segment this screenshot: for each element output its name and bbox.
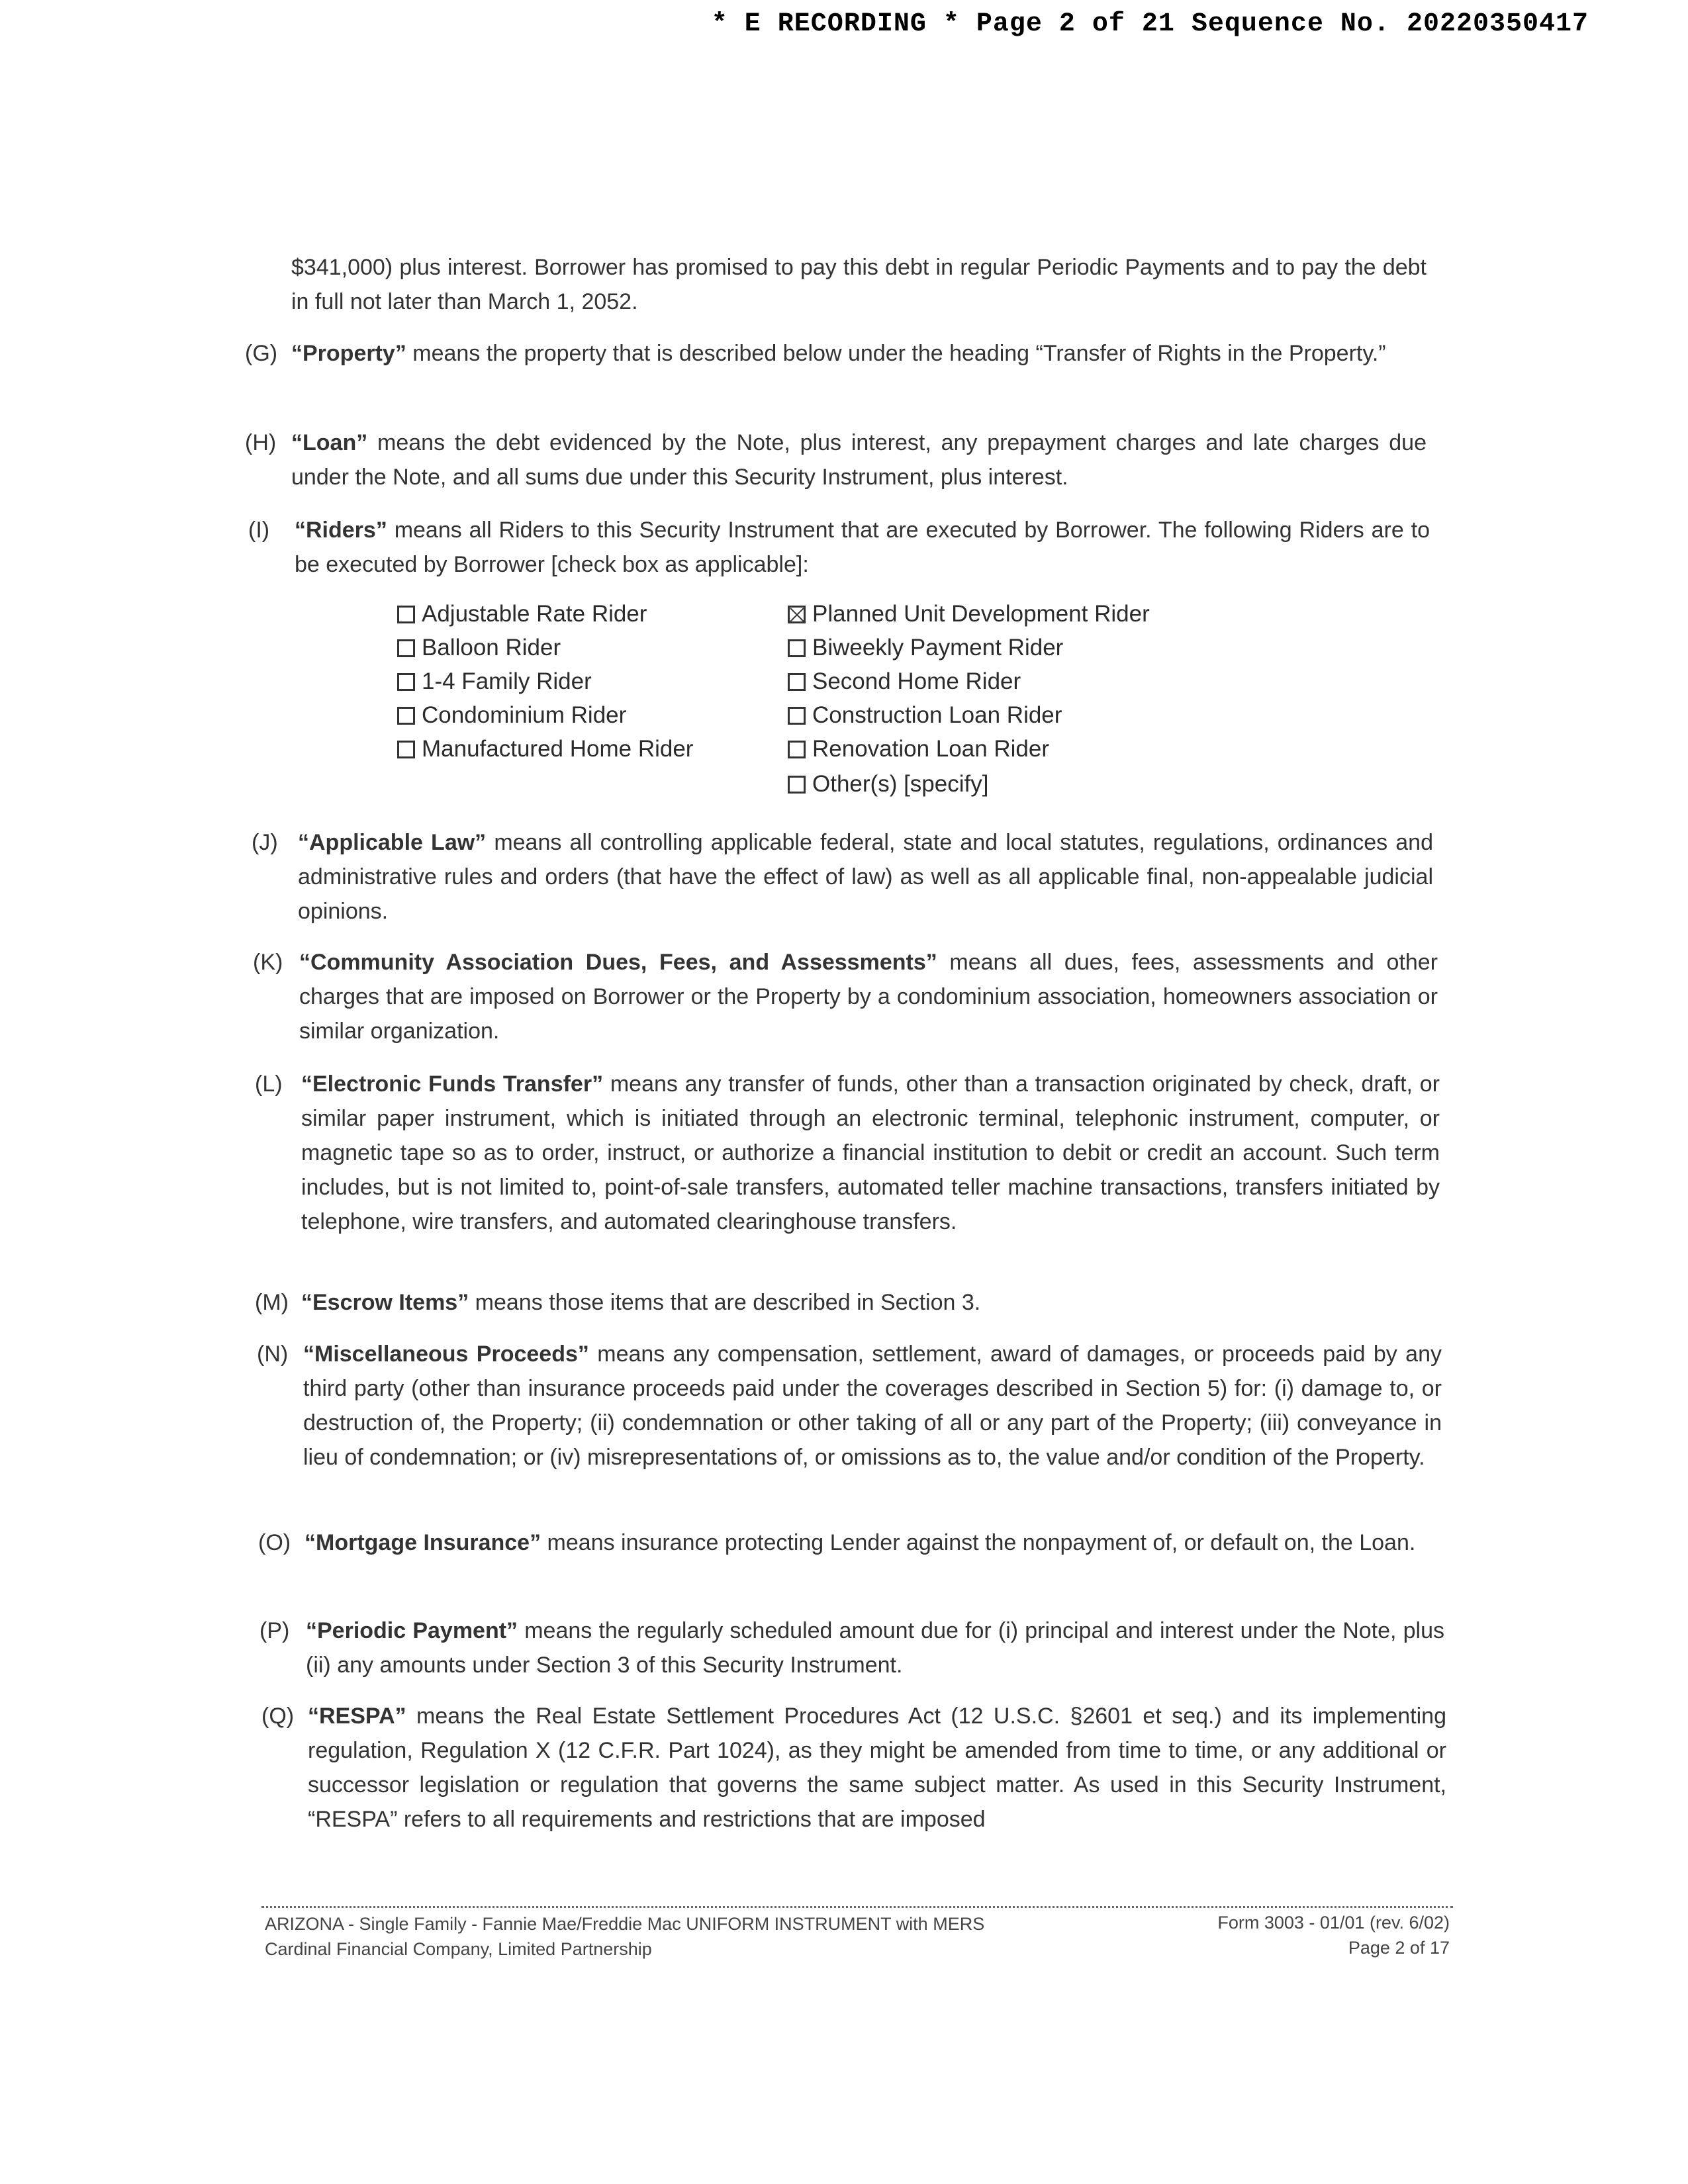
riders-checklist	[397, 597, 1271, 815]
rider-label: Biweekly Payment Rider	[812, 635, 1064, 660]
definition-h	[245, 426, 1427, 494]
definition-text: means the regularly scheduled amount due for (i) principal and interest under the Note, plus (ii) any amounts under Section 3 of this Security Instrument.	[306, 1618, 1444, 1678]
checkbox[interactable]	[788, 707, 806, 725]
checkbox[interactable]	[397, 673, 415, 691]
definition-label: (Q)	[261, 1704, 295, 1729]
checkbox[interactable]	[788, 639, 806, 657]
definition-term: “Property”	[291, 341, 406, 366]
definition-term: “Community Association Dues, Fees, and Assessments”	[299, 950, 937, 975]
rider-renovation-loan	[788, 732, 1049, 766]
definition-n	[257, 1337, 1442, 1475]
footer-form-number: Form 3003 - 01/01 (rev. 6/02)	[1217, 1913, 1450, 1933]
definition-j	[252, 825, 1433, 929]
definition-term: “Electronic Funds Transfer”	[301, 1071, 604, 1097]
rider-label: Planned Unit Development Rider	[812, 601, 1150, 627]
definition-text: means all controlling applicable federal, state and local statutes, regulations, ordinances and administrative rules and orders (that have the effect of law) as well as all applicable final, non-appealable judicial opinions.	[298, 830, 1433, 924]
definition-term: “Riders”	[295, 518, 387, 543]
rider-construction-loan	[788, 698, 1062, 732]
checkbox[interactable]	[397, 741, 415, 758]
definition-term: “Periodic Payment”	[306, 1618, 518, 1643]
intro-paragraph	[291, 250, 1427, 319]
definition-text: means any transfer of funds, other than a transaction originated by check, draft, or similar paper instrument, which is initiated through an electronic terminal, telephonic instrument, computer, or magnetic tape so as to order, instruct, or authorize a financial institution to debit or credit an account. Such term includes, but is not limited to, point-of-sale transfers, automated teller machine transactions, transfers initiated by telephone, wire transfers, and automated clearinghouse transfers.	[301, 1071, 1440, 1234]
recording-header: * E RECORDING * Page 2 of 21 Sequence No. 20220350417	[711, 9, 1589, 39]
definition-term: “Applicable Law”	[298, 830, 487, 855]
definition-q	[261, 1699, 1446, 1837]
rider-label: 1-4 Family Rider	[422, 668, 592, 694]
definition-l	[255, 1067, 1440, 1239]
checkbox[interactable]	[397, 606, 415, 623]
definition-text: means those items that are described in Section 3.	[469, 1290, 981, 1315]
definition-p	[259, 1614, 1444, 1682]
rider-label: Condominium Rider	[422, 702, 627, 728]
checkbox[interactable]	[397, 707, 415, 725]
definition-text: means the debt evidenced by the Note, plus interest, any prepayment charges and late charges due under the Note, and all sums due under this Security Instrument, plus interest.	[291, 430, 1427, 490]
rider-label: Adjustable Rate Rider	[422, 601, 647, 627]
definition-label: (L)	[255, 1071, 283, 1097]
definition-i	[248, 513, 1430, 582]
definition-text: means the property that is described below under the heading “Transfer of Rights in the Property.”	[406, 341, 1386, 366]
rider-planned-unit-development	[788, 597, 1150, 631]
rider-label: Other(s) [specify]	[812, 771, 989, 797]
checkbox[interactable]	[788, 673, 806, 691]
definition-label: (P)	[259, 1618, 290, 1643]
rider-label: Renovation Loan Rider	[812, 736, 1050, 762]
definition-o	[258, 1525, 1443, 1560]
checkbox[interactable]	[788, 776, 806, 794]
definition-label: (G)	[245, 341, 278, 366]
footer-page-number: Page 2 of 17	[1348, 1938, 1450, 1958]
definition-label: (M)	[255, 1290, 289, 1315]
footer-divider	[261, 1906, 1453, 1908]
rider-balloon	[397, 631, 561, 664]
rider-label: Second Home Rider	[812, 668, 1021, 694]
definition-text: means insurance protecting Lender against the nonpayment of, or default on, the Loan.	[541, 1530, 1416, 1555]
definition-label: (H)	[245, 430, 277, 455]
footer-lender: Cardinal Financial Company, Limited Partnership	[265, 1939, 652, 1959]
rider-second-home	[788, 664, 1021, 698]
rider-adjustable-rate	[397, 597, 647, 631]
footer-form-title: ARIZONA - Single Family - Fannie Mae/Freddie Mac UNIFORM INSTRUMENT with MERS	[265, 1914, 985, 1934]
checkbox[interactable]	[397, 639, 415, 657]
checkbox-checked[interactable]	[788, 606, 806, 623]
rider-manufactured-home	[397, 732, 693, 766]
rider-biweekly-payment	[788, 631, 1063, 664]
definition-term: “Mortgage Insurance”	[305, 1530, 541, 1555]
definition-term: “Miscellaneous Proceeds”	[303, 1342, 589, 1367]
definition-label: (I)	[248, 518, 270, 543]
definition-term: “RESPA”	[308, 1704, 406, 1729]
definition-text: means all dues, fees, assessments and other charges that are imposed on Borrower or the Property by a condominium association, homeowners association or similar organization.	[299, 950, 1438, 1044]
rider-label: Construction Loan Rider	[812, 702, 1062, 728]
definition-term: “Loan”	[291, 430, 368, 455]
checkbox[interactable]	[788, 741, 806, 758]
definition-text: means any compensation, settlement, award of damages, or proceeds paid by any third party (other than insurance proceeds paid under the coverages described in Section 5) for: (i) damage to, or destruction of, the Property; (ii) condemnation or other taking of all or any part of the Property; (iii) conveyance in lieu of condemnation; or (iv) misrepresentations of, or omissions as to, the value and/or condition of the Property.	[303, 1342, 1442, 1470]
definition-text: means the Real Estate Settlement Procedures Act (12 U.S.C. §2601 et seq.) and its implementing regulation, Regulation X (12 C.F.R. Part 1024), as they might be amended from time to time, or any additional or successor legislation or regulation that governs the same subject matter. As used in this Security Instrument, “RESPA” refers to all requirements and restrictions that are imposed	[308, 1704, 1446, 1832]
rider-label: Balloon Rider	[422, 635, 561, 660]
definition-m	[255, 1285, 1440, 1320]
definition-label: (K)	[253, 950, 283, 975]
rider-condominium	[397, 698, 626, 732]
definition-label: (O)	[258, 1530, 291, 1555]
rider-others	[788, 767, 988, 801]
rider-1-4-family	[397, 664, 592, 698]
rider-label: Manufactured Home Rider	[422, 736, 694, 762]
definition-label: (N)	[257, 1342, 289, 1367]
definition-k	[253, 945, 1438, 1048]
definition-label: (J)	[252, 830, 278, 855]
definition-term: “Escrow Items”	[301, 1290, 469, 1315]
definition-g	[245, 336, 1427, 371]
intro-text: $341,000) plus interest. Borrower has promised to pay this debt in regular Periodic Payments and to pay the debt in full not later than March 1, 2052.	[291, 255, 1427, 314]
definition-text: means all Riders to this Security Instrument that are executed by Borrower. The following Riders are to be executed by Borrower [check box as applicable]:	[295, 518, 1430, 577]
